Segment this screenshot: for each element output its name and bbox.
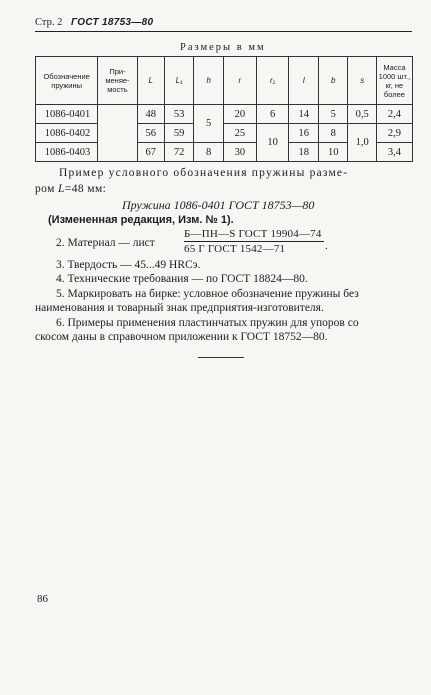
cell-l: 18	[289, 143, 319, 162]
cell-L1: 72	[164, 143, 194, 162]
cell-r1: 6	[256, 105, 289, 124]
cell-r: 30	[223, 143, 256, 162]
cell-designation: 1086-0401	[36, 105, 98, 124]
material-numerator: Б—ПН—S ГОСТ 19904—74	[184, 228, 322, 240]
col-header-L1: L₁	[164, 57, 194, 105]
page-label: Стр. 2	[35, 17, 63, 28]
units-caption: Размеры в мм	[180, 42, 266, 53]
cell-mass: 3,4	[376, 143, 412, 162]
col-header-h: h	[194, 57, 224, 105]
col-header-b: b	[318, 57, 348, 105]
cell-b: 10	[318, 143, 348, 162]
header-divider	[35, 31, 412, 32]
page-header	[35, 17, 153, 28]
material-denominator: 65 Г ГОСТ 1542—71	[184, 243, 286, 255]
table-header-row	[36, 57, 413, 105]
table-row	[36, 105, 413, 124]
application-item-line1: 6. Примеры применения пластинчатых пружин для упоров со	[56, 317, 359, 329]
material-fraction	[184, 228, 324, 255]
hardness-item: 3. Твердость — 45...49 HRCэ.	[56, 259, 201, 271]
cell-L: 67	[137, 143, 164, 162]
cell-mass: 2,9	[376, 124, 412, 143]
example-intro-line1: Пример условного обозначения пружины разме-	[59, 167, 349, 179]
cell-L1: 59	[164, 124, 194, 143]
col-header-applicability: При-меняе-мость	[98, 57, 137, 105]
cell-h: 5	[194, 105, 224, 143]
cell-b: 8	[318, 124, 348, 143]
example-intro-suffix: =48 мм:	[64, 183, 107, 195]
col-header-designation: Обозначение пружины	[36, 57, 98, 105]
cell-applicability	[98, 105, 137, 162]
cell-s: 0,5	[348, 105, 376, 124]
cell-designation: 1086-0403	[36, 143, 98, 162]
cell-r: 20	[223, 105, 256, 124]
marking-item-line1: 5. Маркировать на бирке: условное обозначение пружины без	[56, 288, 359, 300]
material-period: .	[325, 240, 328, 252]
cell-mass: 2,4	[376, 105, 412, 124]
cell-L: 48	[137, 105, 164, 124]
cell-r: 25	[223, 124, 256, 143]
marking-item-line2: наименования и товарный знак предприятия-изготовителя.	[35, 302, 324, 314]
col-header-mass: Масса 1000 шт., кг, не более	[376, 57, 412, 105]
example-intro-line2	[35, 182, 106, 197]
material-label: 2. Материал — лист	[56, 237, 155, 249]
col-header-l: l	[289, 57, 319, 105]
cell-l: 14	[289, 105, 319, 124]
section-end-rule	[198, 357, 244, 358]
col-header-r: r	[223, 57, 256, 105]
cell-s: 1,0	[348, 124, 376, 162]
table-row	[36, 124, 413, 143]
application-item-line2: скосом даны в справочном приложении к ГОСТ 18752—80.	[35, 331, 328, 343]
cell-r1: 10	[256, 124, 289, 162]
cell-L1: 53	[164, 105, 194, 124]
example-intro-prefix: ром	[35, 183, 59, 195]
example-designation: Пружина 1086-0401 ГОСТ 18753—80	[122, 198, 315, 212]
edit-note: (Измененная редакция, Изм. № 1).	[48, 214, 234, 226]
cell-l: 16	[289, 124, 319, 143]
gost-label: ГОСТ 18753—80	[70, 17, 154, 28]
col-header-s: s	[348, 57, 376, 105]
tech-requirements-item: 4. Технические требования — по ГОСТ 18824—80.	[56, 273, 308, 285]
cell-b: 5	[318, 105, 348, 124]
page-number: 86	[37, 593, 48, 605]
col-header-L: L	[137, 57, 164, 105]
cell-h: 8	[194, 143, 224, 162]
cell-L: 56	[137, 124, 164, 143]
col-header-r1: r₁	[256, 57, 289, 105]
spring-dimensions-table	[35, 56, 413, 162]
cell-designation: 1086-0402	[36, 124, 98, 143]
example-intro-variable: L	[58, 183, 65, 195]
